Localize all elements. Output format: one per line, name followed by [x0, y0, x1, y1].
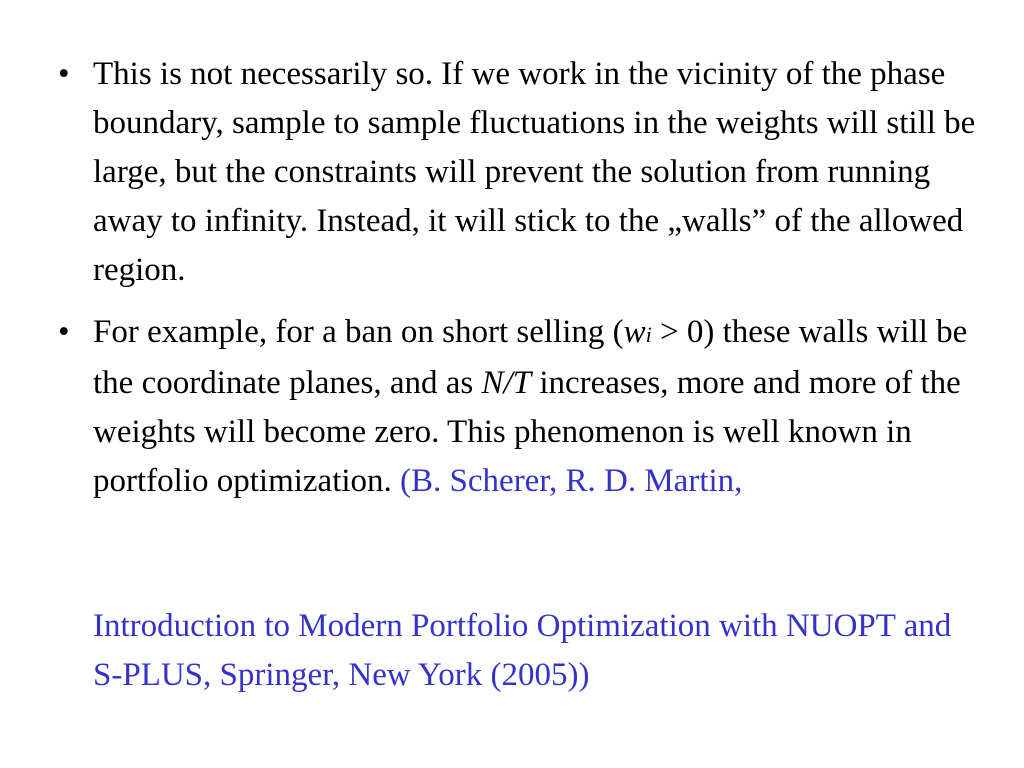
bullet-list: [58, 50, 978, 519]
bullet-text-b: > 0) these walls will be the coordinate planes, and as: [93, 314, 968, 401]
math-w: w: [623, 314, 646, 350]
bullet-text-a: For example, for a ban on short selling (: [93, 314, 624, 350]
bullet-text-c: increases, more and more of the weights will become zero. This phenomenon is well known in portfolio optimization.: [93, 365, 961, 499]
bullet-item-constraints: [58, 50, 978, 295]
reference-inline: (B. Scherer, R. D. Martin,: [400, 463, 743, 499]
bullet-item-short-selling: [58, 308, 978, 506]
bullet-mark: •: [58, 56, 70, 92]
bullet-mark: •: [58, 314, 70, 350]
math-subscript-i: i: [645, 322, 652, 347]
reference-continuation: Introduction to Modern Portfolio Optimization with NUOPT and S-PLUS, Springer, New York (2005)): [93, 608, 952, 693]
bullet-text: This is not necessarily so. If we work in the vicinity of the phase boundary, sample to sample fluctuations in the weights will still be large, but the constraints will prevent the solution from running away to infinity. Instead, it will stick to the „walls” of the allowed region.: [93, 56, 976, 288]
math-n-over-t: N/T: [481, 365, 532, 401]
